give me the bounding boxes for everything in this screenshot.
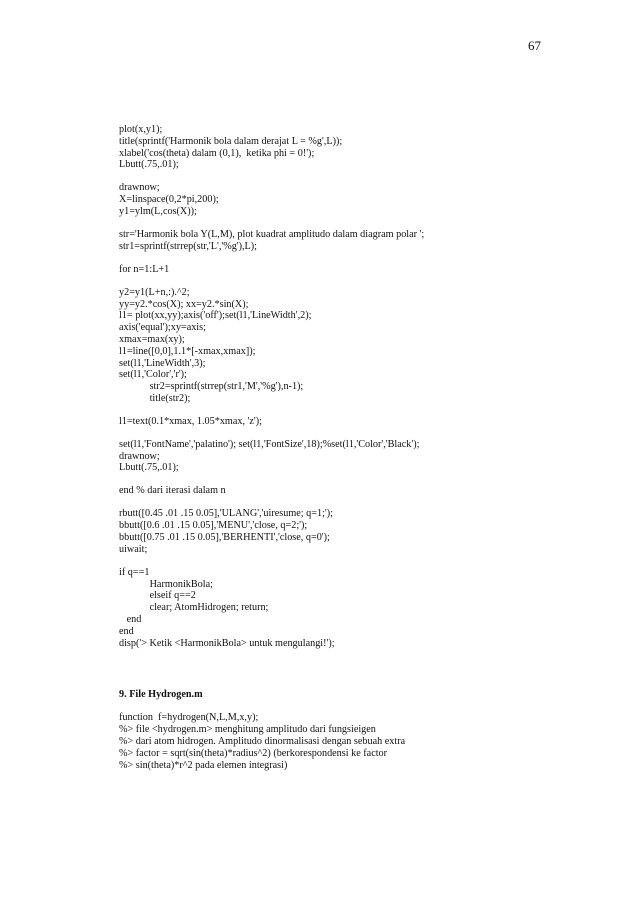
code-line: rbutt([0.45 .01 .15 0.05],'ULANG','uiresume; q=1;'); <box>119 508 333 520</box>
code-line: %> dari atom hidrogen. Amplitudo dinormalisasi dengan sebuah extra <box>119 735 406 747</box>
blank-line <box>119 405 619 416</box>
blank-line <box>119 556 619 567</box>
code-line: uiwait; <box>119 543 148 555</box>
code-line: X=linspace(0,2*pi,200); <box>119 194 219 206</box>
blank-line <box>119 428 619 439</box>
code-line: HarmonikBola; <box>119 578 213 590</box>
code-line: l1=line([0,0],1.1*[-xmax,xmax]); <box>119 345 256 357</box>
code-line: title(str2); <box>119 392 191 404</box>
document-body <box>119 124 619 771</box>
code-line: axis('equal');xy=axis; <box>119 322 206 334</box>
blank-line <box>119 497 619 508</box>
code-line: y1=ylm(L,cos(X)); <box>119 205 197 217</box>
code-line: l1= plot(xx,yy);axis('off');set(l1,'LineWidth',2); <box>119 310 312 322</box>
code-line: l1=text(0.1*xmax, 1.05*xmax, 'z'); <box>119 415 262 427</box>
code-line: Lbutt(.75,.01); <box>119 159 179 171</box>
code-line: clear; AtomHidrogen; return; <box>119 602 269 614</box>
code-line: y2=y1(L+n,:).^2; <box>119 286 190 298</box>
code-line: %> sin(theta)*r^2 pada elemen integrasi) <box>119 759 288 771</box>
blank-line <box>119 474 619 485</box>
code-line: end % dari iterasi dalam n <box>119 485 226 497</box>
code-line: function f=hydrogen(N,L,M,x,y); <box>119 712 259 724</box>
blank-line <box>119 276 619 287</box>
code-line: end <box>119 613 142 625</box>
section-gap <box>119 649 619 689</box>
code-line: elseif q==2 <box>119 590 196 602</box>
code-line: yy=y2.*cos(X); xx=y2.*sin(X); <box>119 298 249 310</box>
code-line: set(l1,'LineWidth',3); <box>119 357 206 369</box>
code-line: xmax=max(xy); <box>119 333 185 345</box>
code-line: %> factor = sqrt(sin(theta)*radius^2) (berkorespondensi ke factor <box>119 747 388 759</box>
code-line: for n=1:L+1 <box>119 263 170 275</box>
code-line: bbutt([0.75 .01 .15 0.05],'BERHENTI','close, q=0'); <box>119 532 330 544</box>
page-number: 67 <box>528 38 541 53</box>
code-line: str2=sprintf(strrep(str1,'M','%g'),n-1); <box>119 381 304 393</box>
section-heading: 9. File Hydrogen.m <box>119 689 203 701</box>
code-line: Lbutt(.75,.01); <box>119 462 179 474</box>
blank-line <box>119 253 619 264</box>
code-line: %> file <hydrogen.m> menghitung amplitudo dari fungsieigen <box>119 724 376 736</box>
code-line: title(sprintf('Harmonik bola dalam derajat L = %g',L)); <box>119 135 343 147</box>
code-line: str1=sprintf(strrep(str,'L','%g'),L); <box>119 240 258 252</box>
code-line: disp('> Ketik <HarmonikBola> untuk mengulangi!'); <box>119 637 335 649</box>
code-line: end <box>119 625 134 637</box>
code-line: drawnow; <box>119 182 160 194</box>
blank-line <box>119 701 619 712</box>
blank-line <box>119 218 619 229</box>
code-line: drawnow; <box>119 450 160 462</box>
code-line: str='Harmonik bola Y(L,M), plot kuadrat amplitudo dalam diagram polar '; <box>119 228 425 240</box>
code-line: set(l1,'FontName','palatino'); set(l1,'FontSize',18);%set(l1,'Color','Black'); <box>119 438 420 450</box>
code-line: if q==1 <box>119 566 150 578</box>
code-line: bbutt([0.6 .01 .15 0.05],'MENU','close, q=2;'); <box>119 520 308 532</box>
blank-line <box>119 171 619 182</box>
code-line: xlabel('cos(theta) dalam (0,1), ketika phi = 0!'); <box>119 147 315 159</box>
code-line: set(l1,'Color','r'); <box>119 369 187 381</box>
code-line: plot(x,y1); <box>119 124 163 135</box>
